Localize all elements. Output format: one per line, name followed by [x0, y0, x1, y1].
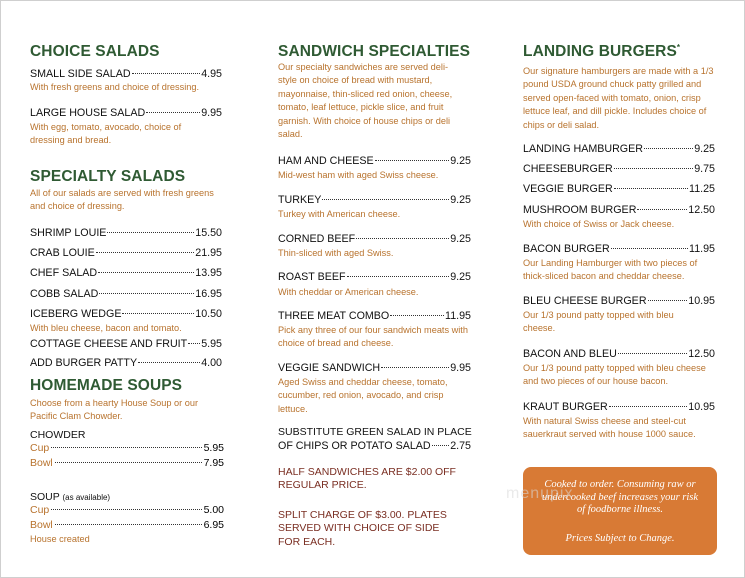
menu-item-bacon-and-bleu: BACON AND BLEU 12.50 — [523, 348, 715, 360]
menu-item-large-house-salad: LARGE HOUSE SALAD 9.95 — [30, 107, 222, 119]
item-description: Our Landing Hamburger with two pieces of thick-sliced bacon and cheddar cheese. — [523, 258, 698, 282]
item-description: Thin-sliced with aged Swiss. — [278, 248, 394, 258]
landing-burgers-heading: LANDING BURGERS* — [523, 43, 681, 61]
menu-item-three-meat-combo: THREE MEAT COMBO 11.95 — [278, 310, 471, 322]
substitute-line-1: SUBSTITUTE GREEN SALAD IN PLACE — [278, 426, 472, 438]
item-description: Pick any three of our four sandwich meats with choice of bread and cheese. — [278, 325, 468, 349]
menu-item-turkey: TURKEY 9.25 — [278, 194, 471, 206]
item-description: With cheddar or American cheese. — [278, 287, 419, 297]
chowder-cup-row: Cup 5.95 — [30, 442, 224, 454]
menu-item-veggie-sandwich: VEGGIE SANDWICH 9.95 — [278, 362, 471, 374]
menu-item-roast-beef: ROAST BEEF 9.25 — [278, 271, 471, 283]
soup-label: SOUP (as available) — [30, 491, 111, 503]
menu-item-cheeseburger: CHEESEBURGER 9.75 — [523, 163, 715, 175]
menu-item-small-side-salad: SMALL SIDE SALAD 4.95 — [30, 68, 222, 80]
specialty-salads-heading: SPECIALTY SALADS — [30, 168, 186, 185]
item-description: Our 1/3 pound patty topped with bleu cheese. — [523, 310, 674, 334]
chowder-bowl-row: Bowl 7.95 — [30, 457, 224, 469]
watermark: menupix — [506, 485, 574, 502]
item-description: Our 1/3 pound patty topped with bleu cheese and two pieces of our house bacon. — [523, 363, 706, 387]
menu-item-bacon-burger: BACON BURGER 11.95 — [523, 243, 715, 255]
soup-cup-row: Cup 5.00 — [30, 504, 224, 516]
item-description: With bleu cheese, bacon and tomato. — [30, 323, 182, 333]
menu-item-crab-louie: CRAB LOUIE 21.95 — [30, 247, 222, 259]
item-description: Mid-west ham with aged Swiss cheese. — [278, 170, 439, 180]
price-change-note: Prices Subject to Change. — [565, 533, 675, 544]
menu-item-corned-beef: CORNED BEEF 9.25 — [278, 233, 471, 245]
section-intro: Our specialty sandwiches are served deli-style on choice of bread with mustard, mayonnaise, thin-sliced red onion, cheese, tomato, leaf lettuce, pickle slice, and fruit garnish. With choice of house chips or deli salad. — [278, 62, 453, 140]
substitute-line-2: OF CHIPS OR POTATO SALAD 2.75 — [278, 440, 471, 452]
homemade-soups-heading: HOMEMADE SOUPS — [30, 377, 183, 394]
item-description: Turkey with American cheese. — [278, 209, 401, 219]
item-description: With natural Swiss cheese and steel-cut sauerkraut served with house 1000 sauce. — [523, 416, 696, 440]
half-sandwich-note: HALF SANDWICHES ARE $2.00 OFF REGULAR PRICE. — [278, 466, 456, 492]
menu-item-veggie-burger: VEGGIE BURGER 11.25 — [523, 183, 715, 195]
menu-item-mushroom-burger: MUSHROOM BURGER 12.50 — [523, 204, 715, 216]
choice-salads-heading: CHOICE SALADS — [30, 43, 160, 60]
menu-item-chef-salad: CHEF SALAD 13.95 — [30, 267, 222, 279]
menu-item-kraut-burger: KRAUT BURGER 10.95 — [523, 401, 715, 413]
menu-item-cobb-salad: COBB SALAD 16.95 — [30, 288, 222, 300]
section-intro: All of our salads are served with fresh greens and choice of dressing. — [30, 188, 214, 212]
menu-item-ham-and-cheese: HAM AND CHEESE 9.25 — [278, 155, 471, 167]
menu-item-iceberg-wedge: ICEBERG WEDGE 10.50 — [30, 308, 222, 320]
foodborne-warning: Cooked to order. Consuming raw or undercooked beef increases your risk of foodborne illness. — [541, 479, 699, 515]
item-description: With egg, tomato, avocado, choice of dressing and bread. — [30, 122, 182, 146]
soup-bowl-row: Bowl 6.95 — [30, 519, 224, 531]
menu-item-cottage-cheese-and-fruit: COTTAGE CHEESE AND FRUIT 5.95 — [30, 338, 222, 350]
section-intro: Choose from a hearty House Soup or our Pacific Clam Chowder. — [30, 398, 199, 422]
soup-description: House created — [30, 534, 90, 544]
menu-item-bleu-cheese-burger: BLEU CHEESE BURGER 10.95 — [523, 295, 715, 307]
item-description: With fresh greens and choice of dressing. — [30, 82, 200, 92]
notice-box — [523, 467, 717, 555]
section-intro: Our signature hamburgers are made with a 1/3 pound USDA ground chuck patty grilled and served open-faced with tomato, onion, crisp lettuce leaf, and dill pickle. Includes choice of chips or deli salad. — [523, 66, 714, 130]
chowder-label: CHOWDER — [30, 429, 86, 441]
item-description: With choice of Swiss or Jack cheese. — [523, 219, 675, 229]
item-description: Aged Swiss and cheddar cheese, tomato, cucumber, red onion, avocado, and crisp lettuce. — [278, 377, 448, 414]
menu-item-add-burger-patty: ADD BURGER PATTY 4.00 — [30, 357, 222, 369]
menu-item-landing-hamburger: LANDING HAMBURGER 9.25 — [523, 143, 715, 155]
menu-item-shrimp-louie: SHRIMP LOUIE 15.50 — [30, 227, 222, 239]
sandwich-specialties-heading: SANDWICH SPECIALTIES — [278, 43, 471, 60]
split-charge-note: SPLIT CHARGE OF $3.00. PLATES SERVED WITH CHOICE OF SIDE FOR EACH. — [278, 509, 447, 548]
